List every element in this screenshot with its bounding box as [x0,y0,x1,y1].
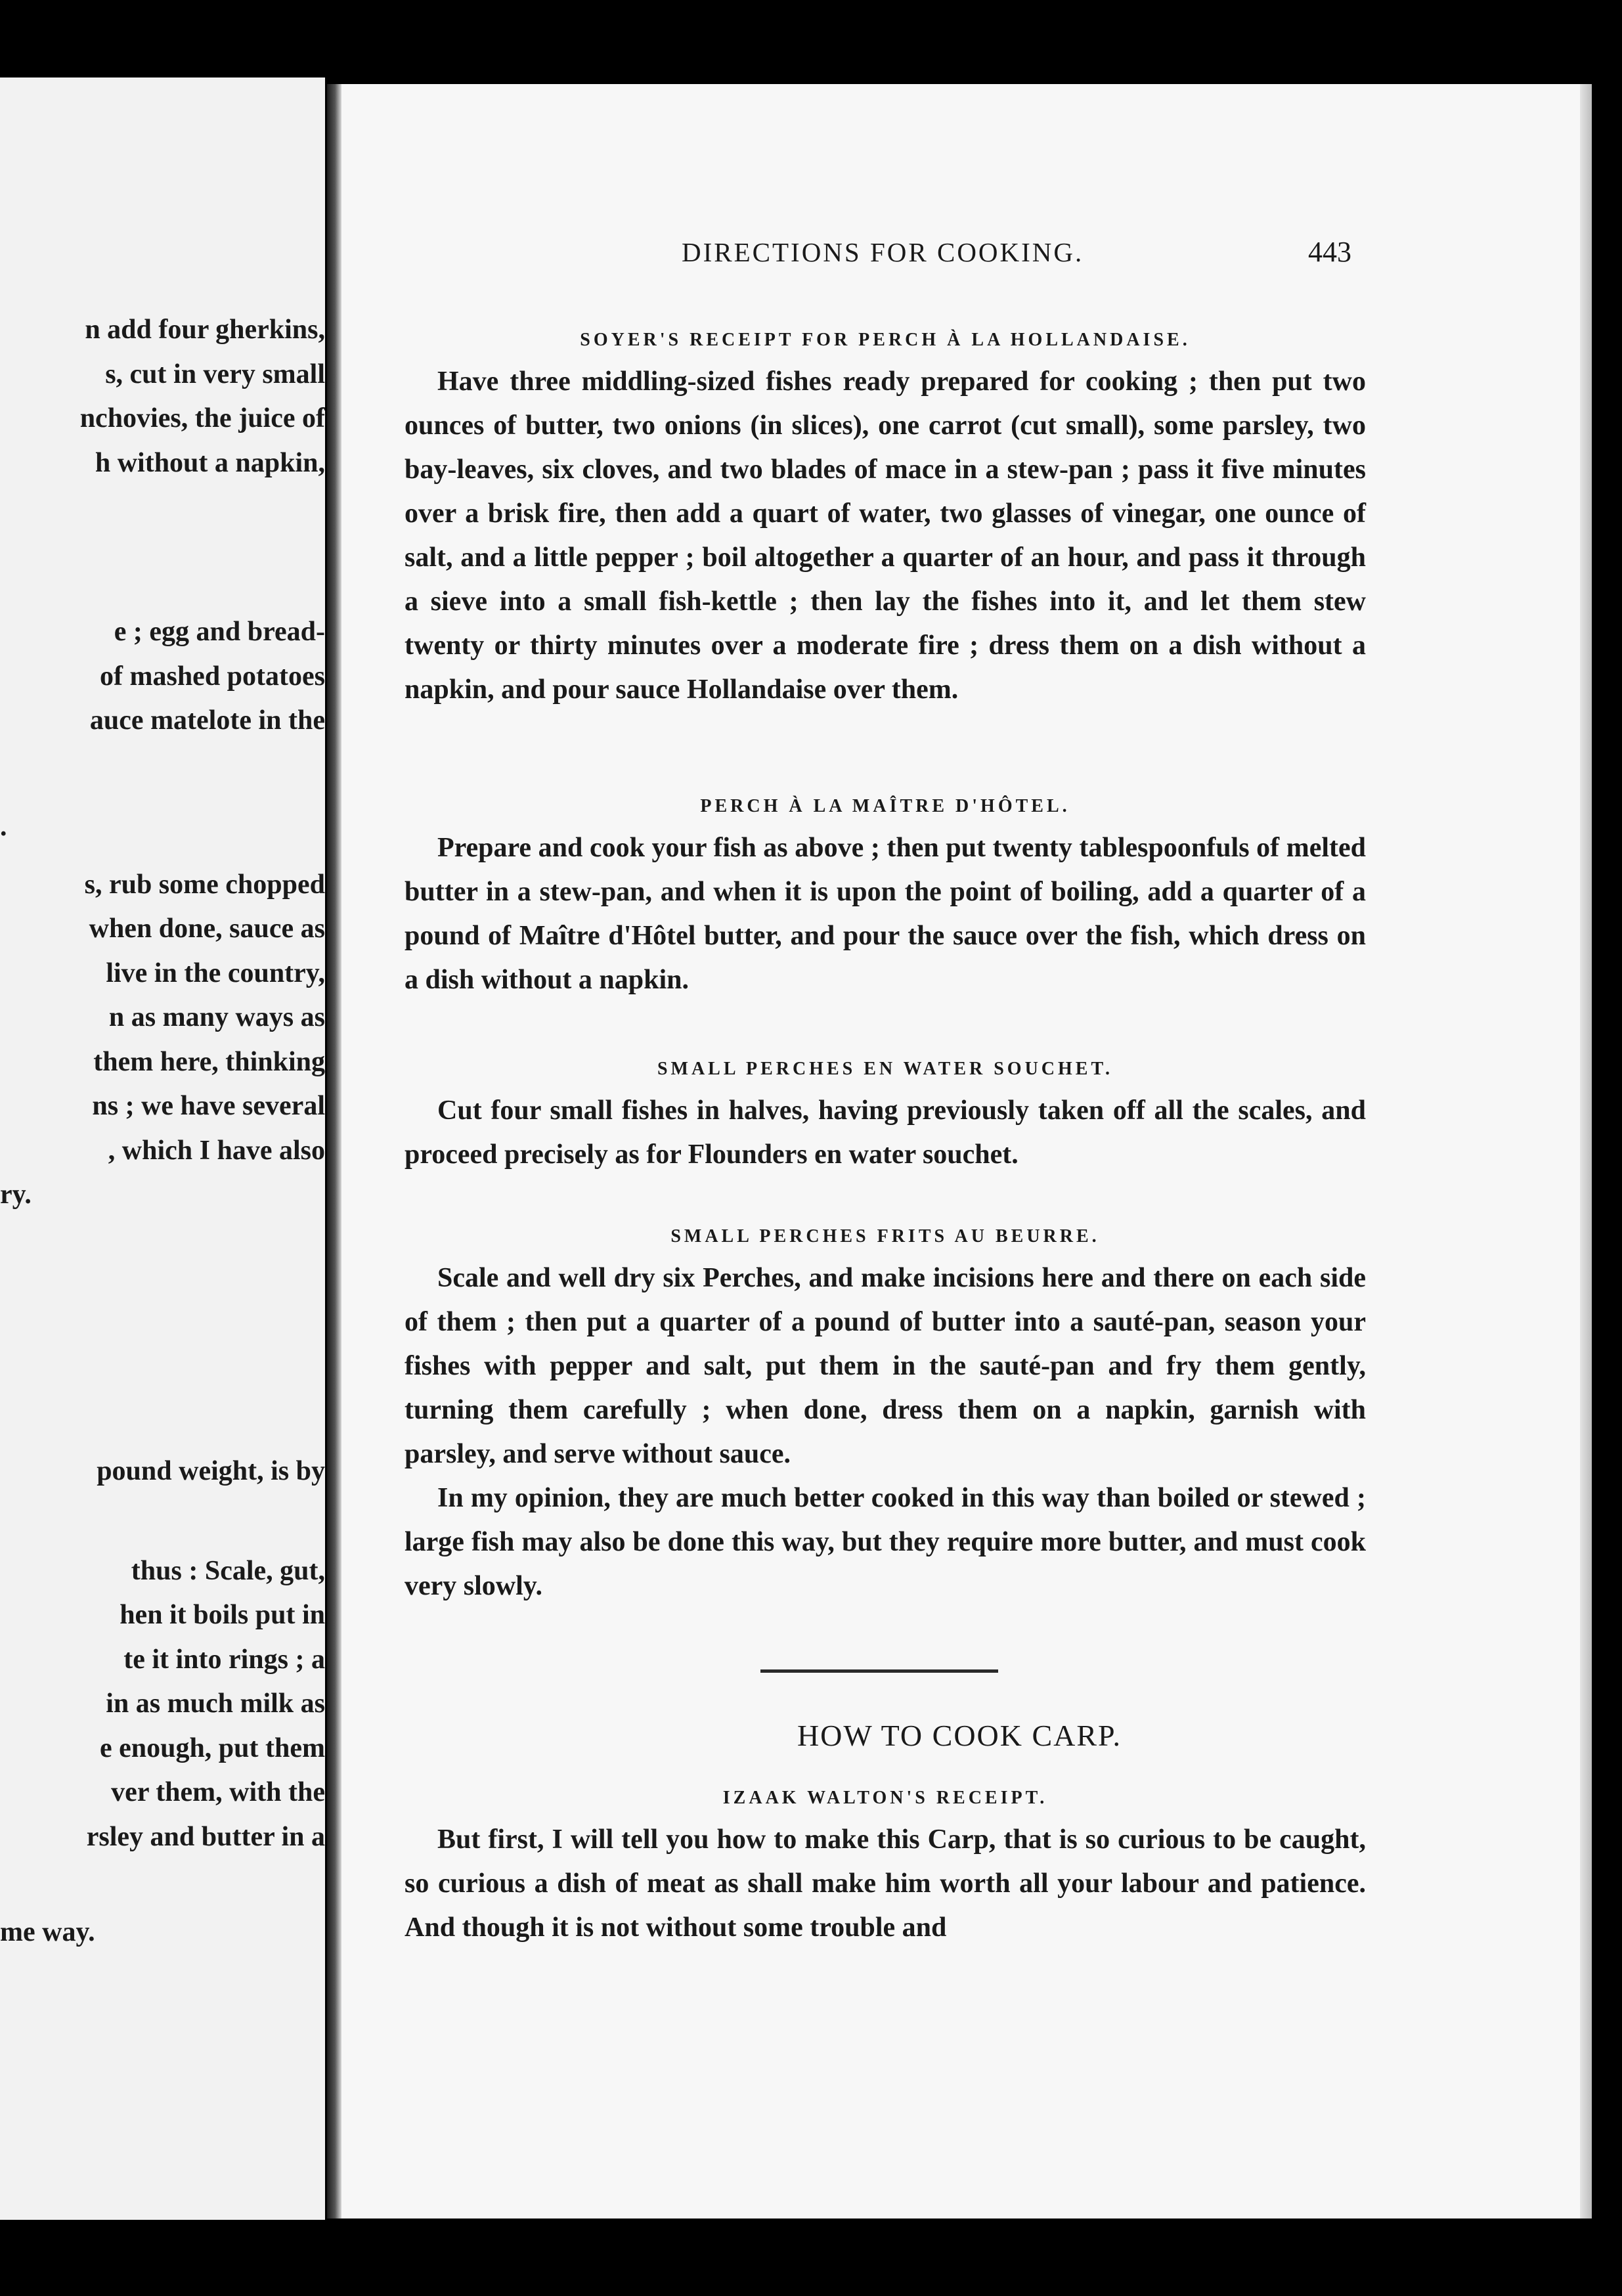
paragraph: In my opinion, they are much better cooked in this way than boiled or stewed ; large fish may also be done this way, but they require more butter, and must cook very slowly. [405,1483,1366,1601]
section-heading: SOYER'S RECEIPT FOR PERCH À LA HOLLANDAISE. [580,330,1191,350]
left-text-line: h without a napkin, [95,448,325,478]
left-text-line: e enough, put them [99,1733,325,1763]
section-perch-maitre-hotel [405,793,1366,1002]
left-text-line: n add four gherkins, [85,315,325,345]
left-text-line: , which I have also [108,1136,325,1166]
section-perches-frits [405,1224,1366,1608]
gutter-shadow [327,84,341,2219]
left-text-line: when done, sauce as [89,914,325,944]
section-heading: SMALL PERCHES FRITS AU BEURRE. [670,1226,1100,1247]
section-perch-hollandaise [405,327,1366,712]
left-text-line: te it into rings ; a [123,1645,325,1675]
running-head: DIRECTIONS FOR COOKING. [682,237,1084,267]
left-text-line: n as many ways as [108,1002,325,1032]
paragraph: Scale and well dry six Perches, and make incisions here and there on each side of them ; then put a quarter of a pound of butter into a sauté-pan, season your fishes with pepper and salt, put them in the sauté-pan and fry them gently, turning them carefully ; when done, dress them on a napkin, garnish with parsley, and serve without sauce. [405,1263,1366,1469]
left-text-line: in as much milk as [106,1689,325,1719]
left-text-line: nchovies, the juice of [79,403,325,433]
left-text-line: live in the country, [106,958,325,988]
page-number: 443 [1308,236,1351,268]
left-text-line: e ; egg and bread- [114,617,325,647]
left-text-line: of mashed potatoes [100,661,325,692]
left-text-line: auce matelote in the [89,705,325,736]
left-text-line: . [0,812,7,842]
left-text-line: thus : Scale, gut, [131,1556,325,1586]
section-heading: PERCH À LA MAÎTRE D'HÔTEL. [700,796,1070,816]
section-heading: SMALL PERCHES EN WATER SOUCHET. [657,1059,1114,1079]
left-text-line: rsley and butter in a [86,1822,325,1852]
paragraph: But first, I will tell you how to make this Carp, that is so curious to be caught, so curious a dish of meat as shall make him worth all your labour and patience. And though it is not without some trouble and [405,1824,1366,1943]
left-text-line: s, rub some chopped [84,870,325,900]
left-text-line: hen it boils put in [120,1600,325,1630]
left-text-line: s, cut in very small [105,359,325,389]
chapter-title: HOW TO COOK CARP. [797,1719,1122,1752]
left-page [0,77,325,2220]
left-text-line: them here, thinking [93,1047,325,1077]
paragraph: Cut four small fishes in halves, having previously taken off all the scales, and proceed precisely as for Flounders en water souchet. [405,1095,1366,1170]
section-heading: IZAAK WALTON'S RECEIPT. [722,1788,1048,1808]
paragraph: Have three middling-sized fishes ready prepared for cooking ; then put two ounces of butter, two onions (in slices), one carrot (cut small), some parsley, two bay-leaves, six cloves, and two blades of mace in a stew-pan ; pass it five minutes over a brisk fire, then add a quart of water, two glasses of vinegar, one ounce of salt, and a little pepper ; boil altogether a quarter of an hour, and pass it through a sieve into a small fish-kettle ; then lay the fishes into it, and let them stew twenty or thirty minutes over a moderate fire ; dress them on a dish without a napkin, and pour sauce Hollandaise over them. [405,366,1366,705]
section-perches-water-souchet [405,1056,1366,1177]
left-text-line: me way. [0,1917,95,1947]
section-izaak-walton [405,1785,1366,1950]
paragraph: Prepare and cook your fish as above ; then put twenty tablespoonfuls of melted butter in a stew-pan, and when it is upon the point of boiling, add a quarter of a pound of Maître d'Hôtel butter, and pour the sauce over the fish, which dress on a dish without a napkin. [405,833,1366,995]
page-edge [1580,84,1592,2219]
left-text-line: ver them, with the [111,1777,325,1807]
left-text-line: ns ; we have several [92,1091,325,1121]
left-text-line: pound weight, is by [97,1456,325,1486]
section-divider-rule [760,1669,998,1673]
right-page [327,84,1592,2219]
left-text-line: ry. [0,1180,32,1210]
